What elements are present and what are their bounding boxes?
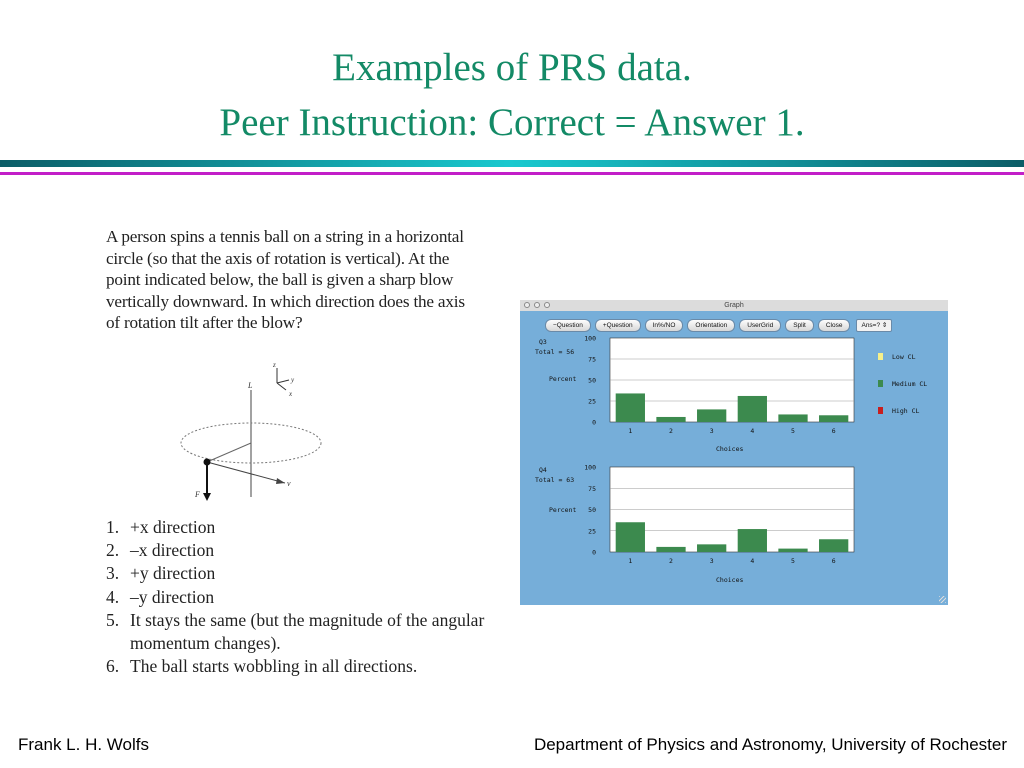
bar <box>656 547 685 552</box>
footer-author: Frank L. H. Wolfs <box>18 735 149 754</box>
answer-item: 1. +x direction <box>106 517 216 537</box>
chart2-ylabel: Percent <box>549 506 577 514</box>
answer-select[interactable]: Ans=? ⇕ <box>856 319 892 332</box>
bar <box>778 549 807 552</box>
y-tick-label: 25 <box>588 527 596 536</box>
chart1-ylabel: Percent <box>549 375 577 383</box>
x-tick-label: 3 <box>709 427 714 435</box>
slide-title-line-1: Examples of PRS data. <box>332 46 692 89</box>
bar <box>738 529 767 552</box>
bar <box>819 539 848 552</box>
legend-high-label: High CL <box>892 407 920 415</box>
x-tick-label: 4 <box>750 557 755 565</box>
bar <box>697 544 726 552</box>
triad-z-label: z <box>273 361 276 369</box>
usergrid-button[interactable]: UserGrid <box>739 319 781 332</box>
answer-item: 4. –y direction <box>106 586 215 607</box>
x-tick-label: 4 <box>750 427 755 435</box>
chart1-question-label: Q3 <box>539 338 547 346</box>
chart1-xlabel: Choices <box>716 445 744 453</box>
y-tick-label: 50 <box>588 376 596 385</box>
legend-medium-label: Medium CL <box>892 380 928 388</box>
y-tick-label: 0 <box>592 418 596 427</box>
plus-question-button[interactable]: +Question <box>595 319 641 332</box>
answer-item: 6. The ball starts wobbling in all directions. <box>106 656 418 677</box>
title-rule-magenta <box>0 172 1024 175</box>
x-tick-label: 5 <box>791 557 795 565</box>
y-tick-label: 25 <box>588 397 596 406</box>
close-button[interactable]: Close <box>818 319 851 332</box>
chart1-total-label: Total = 56 <box>535 348 575 356</box>
title-rule-teal <box>0 160 1024 167</box>
minus-question-button[interactable]: −Question <box>545 319 591 332</box>
y-tick-label: 75 <box>588 355 596 364</box>
chart2-question-label: Q4 <box>539 466 547 474</box>
answer-item: 5. It stays the same (but the magnitude of the angular momentum changes). <box>106 609 485 654</box>
chart2-total-label: Total = 63 <box>535 476 575 484</box>
rotation-figure <box>170 355 340 505</box>
chart-q4 <box>520 300 948 605</box>
bar <box>616 522 645 552</box>
axis-L-label: L <box>248 381 253 390</box>
resize-grip-icon[interactable] <box>939 596 946 603</box>
slide-title-line-2: Peer Instruction: Correct = Answer 1. <box>219 101 805 144</box>
y-tick-label: 0 <box>592 548 596 557</box>
x-tick-label: 3 <box>709 557 714 565</box>
triad-x-label: x <box>289 390 293 398</box>
graph-window <box>520 300 948 605</box>
triad-y-label: y <box>291 376 295 384</box>
y-tick-label: 75 <box>588 484 596 493</box>
x-tick-label: 6 <box>831 557 836 565</box>
orientation-button[interactable]: Orientation <box>687 319 735 332</box>
y-tick-label: 100 <box>584 334 596 343</box>
x-tick-label: 2 <box>669 427 673 435</box>
x-tick-label: 5 <box>791 427 795 435</box>
x-tick-label: 1 <box>628 427 633 435</box>
question-text: A person spins a tennis ball on a string in a horizontal circle (so that the axis of rotation is vertical). At the point indicated below, the ball is given a sharp blow vertically downward. In which direction does the axis of rotation tilt after the blow? <box>106 227 465 333</box>
split-button[interactable]: Split <box>785 319 814 332</box>
answer-item: 2. –x direction <box>106 540 215 561</box>
chart2-xlabel: Choices <box>716 576 744 584</box>
in-percent-no-button[interactable]: In%/NO <box>645 319 684 332</box>
y-tick-label: 100 <box>584 463 596 472</box>
x-tick-label: 2 <box>669 557 673 565</box>
y-tick-label: 50 <box>588 506 596 514</box>
x-tick-label: 1 <box>628 557 633 565</box>
answer-list <box>106 516 486 678</box>
legend-low-label: Low CL <box>892 353 916 361</box>
velocity-v-label: v <box>287 479 291 488</box>
window-title: Graph <box>724 302 744 309</box>
footer-department: Department of Physics and Astronomy, University of Rochester <box>533 735 1007 754</box>
x-tick-label: 6 <box>831 427 836 435</box>
answer-item: 3. +y direction <box>106 563 216 584</box>
select-arrows-icon: ⇕ <box>881 322 888 329</box>
force-F-label: F <box>195 490 200 499</box>
